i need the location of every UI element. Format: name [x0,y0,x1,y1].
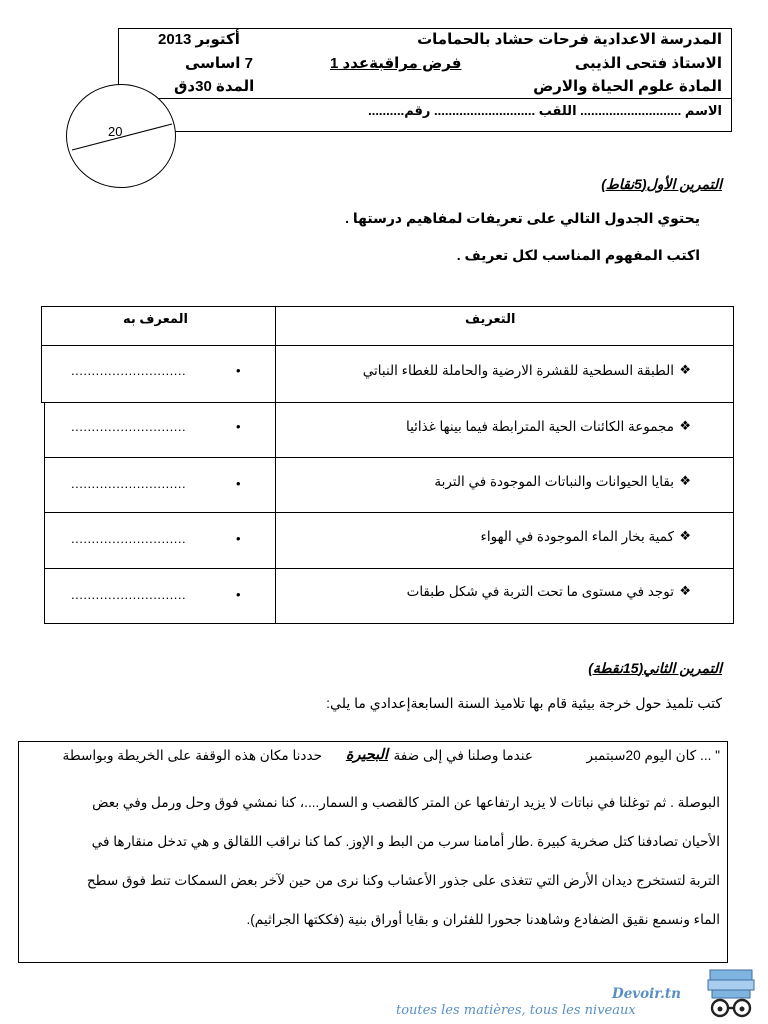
text-line-1-map: حددنا مكان هذه الوقفة على الخريطة وبواسطة [62,748,322,763]
answer-blank: ............................ [71,476,187,491]
text-line-5: الماء ونسمع نقيق الضفادع وشاهدنا جحورا للفئران و بقايا أوراق بنية (فككتها الجراثيم). [246,912,720,927]
text-line-3: الأحيان تصادفنا كتل صخرية كبيرة .طار أمامنا سرب من البط و الإوز. كما كنا نراقب اللقالق و هي تدخل منقارها في [91,834,720,849]
school-name: المدرسة الاعدادية فرحات حشاد بالحمامات [417,31,722,48]
glasses-books-logo-icon [704,968,758,1022]
answer-bullet: • [236,363,241,378]
definition-text: توجد في مستوى ما تحت التربة في شكل طبقات [406,584,674,599]
definition-text: الطبقة السطحية للقشرة الارضية والحاملة للغطاء النباتي [362,363,674,378]
answer-bullet: • [236,531,241,546]
text-line-2: البوصلة . ثم توغلنا في نباتات لا يزيد ارتفاعها عن المتر كالقصب و السمار....، كنا نمشي فوق وحل ورمل وفي بعض [92,795,720,810]
answer-blank: ............................ [71,419,187,434]
row-marker: ❖ [679,418,691,433]
definition-text: كمية بخار الماء الموجودة في الهواء [480,529,674,544]
excursion-text-box [18,741,728,963]
definition-text: مجموعة الكائنات الحية المترابطة فيما بينها غذائيا [405,419,674,434]
header-divider [118,98,732,99]
definition-text: بقايا الحيوانات والنباتات الموجودة في التربة [434,474,674,489]
brand-slogan: toutes les matières, tous les niveaux [396,1003,636,1018]
duration: المدة 30دق [174,78,255,95]
grade-total: 20 [108,124,123,139]
text-line-1-arrival: عندما وصلنا في إلى ضفة [393,748,533,763]
table-header-concept: المعرف به [123,311,188,326]
table-header-definition: التعريف [465,311,516,326]
row-marker: ❖ [679,528,691,543]
exercise1-instruction-2: اكتب المفهوم المناسب لكل تعريف . [456,247,700,263]
answer-bullet: • [236,476,241,491]
answer-bullet: • [236,419,241,434]
brand-logo-text: Devoir.tn [612,986,681,1002]
lake-word: البحيرة [345,747,388,763]
exam-date: أكتوبر 2013 [158,31,240,48]
definitions-table [41,306,734,624]
row-marker: ❖ [679,362,691,377]
answer-blank: ............................ [71,531,187,546]
subject: المادة علوم الحياة والارض [533,78,722,95]
class-level: 7 اساسى [185,55,253,72]
test-title: فرض مراقبةعدد 1 [330,55,462,72]
answer-blank: ............................ [71,363,187,378]
text-line-1 [18,748,728,770]
teacher-name: الاستاذ فتحى الذيبى [574,55,722,72]
answer-bullet: • [236,587,241,602]
row-marker: ❖ [679,583,691,598]
student-info-line: الاسم ............................ اللقب ............................ رقم.......... [368,103,722,118]
text-line-1-date: " ... كان اليوم 20سبتمبر [586,748,720,763]
exercise1-title: التمرين الأول(5نقاط) [601,176,722,192]
text-line-4: التربة لتستخرج ديدان الأرض التي تتغذى على جذور الأعشاب وكنا نرى من حين لآخر بعض السمكات تنط فوق سطح [86,873,720,888]
answer-blank: ............................ [71,587,187,602]
row-marker: ❖ [679,473,691,488]
exercise2-intro: كتب تلميذ حول خرجة بيئية قام بها تلاميذ السنة السابعةإعدادي ما يلي: [326,695,722,711]
exercise2-title: التمرين الثاني(15نقطة) [588,660,722,676]
exercise1-instruction-1: يحتوي الجدول التالي على تعريفات لمفاهيم درستها . [345,210,700,226]
